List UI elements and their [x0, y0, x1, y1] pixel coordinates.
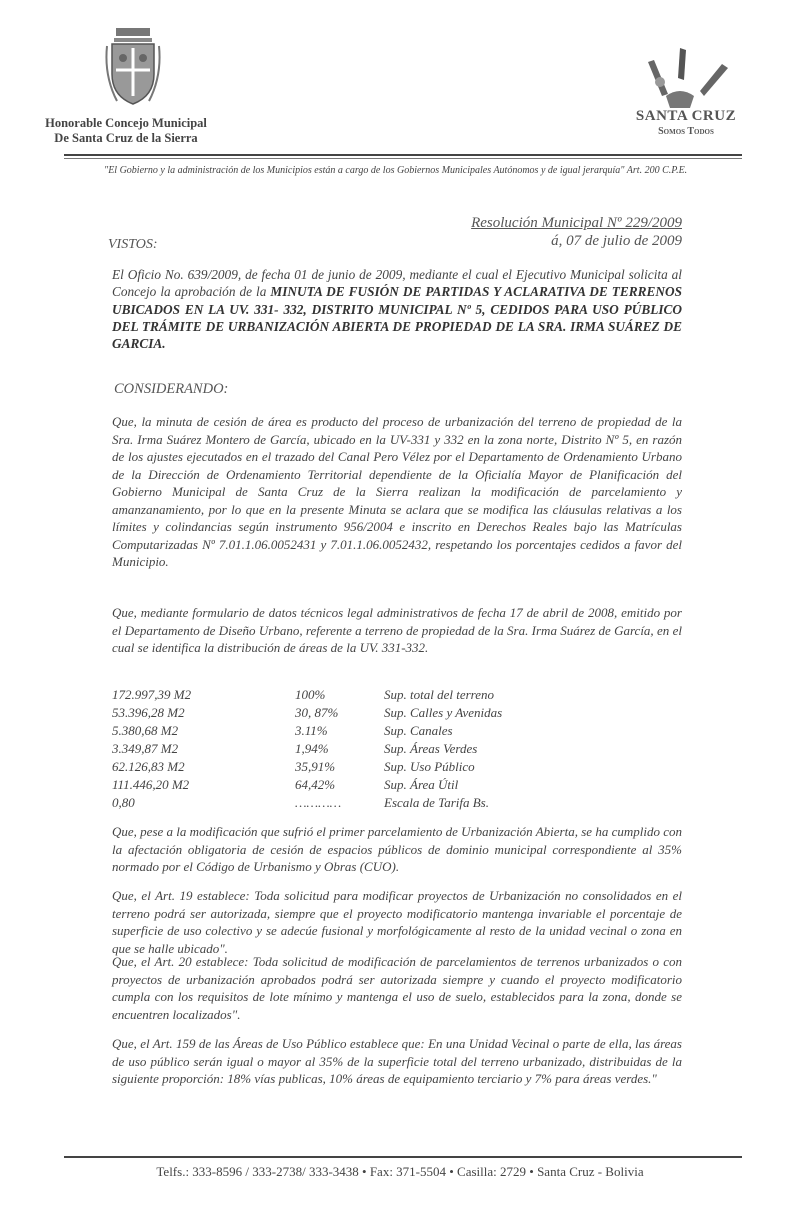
area-percent: …………: [295, 795, 342, 810]
header-divider-thin: [64, 158, 742, 159]
resolution-header: [471, 214, 682, 250]
logo-subtitle: Somos Todos: [658, 126, 714, 137]
vistos-paragraph: [112, 266, 682, 352]
institution-name: [36, 116, 216, 146]
table-row: [112, 741, 582, 759]
considerando-paragraph-5: Que, el Art. 20 establece: Toda solicitud de modificación de parcelamientos de terrenos urbanizados o con proyectos de urbanización aprobados podrá ser autorizada siempre y cuando el proyecto modificatorio cumpla con los requisitos de lote mínimo y mantenga el uso de suelo, establecidos para la zona, donde se encuentren localizados".: [112, 954, 682, 1022]
area-description: Sup. Áreas Verdes: [384, 741, 478, 756]
header-divider: [64, 154, 742, 156]
area-value: 53.396,28 M2: [112, 705, 185, 720]
area-value: 5.380,68 M2: [112, 723, 179, 738]
considerando-paragraph-6: Que, el Art. 159 de las Áreas de Uso Público establece que: En una Unidad Vecinal o parte de ella, las áreas de uso público serán igual o mayor al 35% de la superficie total del terreno urbanizado, distribuidas de la siguiente proporción: 18% vías publicas, 10% áreas de equipamiento terciario y 7% para áreas verdes.": [112, 1036, 682, 1086]
area-value: 3.349,87 M2: [112, 741, 179, 756]
resolution-title: Resolución Municipal Nº 229/2009: [471, 215, 682, 231]
table-row: [112, 687, 582, 705]
area-percent: 1,94%: [295, 741, 329, 756]
table-row: [112, 795, 582, 813]
considerando-paragraph-1: Que, la minuta de cesión de área es producto del proceso de urbanización del terreno de propiedad de la Sra. Irma Suárez Montero de García, ubicado en la UV-331 y 332 en la zona norte, Distrito Nº 5, en razón de los ajustes ejecutados en el trazado del Canal Pero Vélez por el Departamento de Ordenamiento Urbano de la Dirección de Ordenamiento Territorial dependiente de la Oficialía Mayor de Planificación del Gobierno Municipal de Santa Cruz de la Sierra realizan la modificación de parcelamiento y amanzanamiento, por lo que en la presente Minuta se aclara que se modifica las cláusulas relativas a los límites y colindancias según instrumento 956/2004 e inscrito en Derechos Reales bajo las Matrículas Computarizadas Nº 7.01.1.06.0052431 y 7.01.1.06.0052432, respetando los porcentajes cedidos a favor del Municipio.: [112, 414, 682, 569]
vistos-bold-text: MINUTA DE FUSIÓN DE PARTIDAS Y ACLARATIVA DE TERRENOS UBICADOS EN LA UV. 331- 332, DISTRITO MUNICIPAL Nº 5, CEDIDOS PARA USO PÚBLICO DEL TRÁMITE DE URBANIZACIÓN ABIERTA DE PROPIEDAD DE LA SRA. IRMA SUÁREZ DE GARCIA.: [112, 284, 682, 352]
area-percent: 35,91%: [295, 759, 336, 774]
footer-contact: Telfs.: 333-8596 / 333-2738/ 333-3438 • Fax: 371-5504 • Casilla: 2729 • Santa Cruz - Bolivia: [156, 1164, 644, 1179]
area-description: Sup. Calles y Avenidas: [384, 705, 503, 720]
resolution-date: á, 07 de julio de 2009: [551, 233, 682, 249]
vistos-text: El Oficio No. 639/2009, de fecha 01 de junio de 2009, mediante el cual el Ejecutivo Municipal solicita al Concejo la aprobación de la: [112, 267, 682, 300]
area-description: Escala de Tarifa Bs.: [384, 795, 489, 810]
considerando-paragraph-3: Que, pese a la modificación que sufrió el primer parcelamiento de Urbanización Abierta, se ha cumplido con la afectación obligatoria de cesión de espacios públicos de dominio municipal correspondiente al 35% normado por el Código de Urbanismo y Obras (CUO).: [112, 824, 682, 874]
area-description: Sup. Canales: [384, 723, 453, 738]
area-value: 0,80: [112, 795, 135, 810]
area-value: 111.446,20 M2: [112, 777, 190, 792]
constitution-quote: "El Gobierno y la administración de los Municipios están a cargo de los Gobiernos Municipales Autónomos y de igual jerarquía" Art. 200 C.P.E.: [104, 165, 688, 176]
institution-line-2: De Santa Cruz de la Sierra: [54, 131, 198, 145]
logo-title: SANTA CRUZ: [635, 108, 737, 124]
coat-of-arms-icon: [104, 26, 162, 116]
area-value: 172.997,39 M2: [112, 687, 192, 702]
area-description: Sup. Área Útil: [384, 777, 459, 792]
area-description: Sup. total del terreno: [384, 687, 495, 702]
considerando-paragraph-4: Que, el Art. 19 establece: Toda solicitud para modificar proyectos de Urbanización no consolidados en el terreno podrá ser autorizada, siempre que el proyecto modificatorio mantenga invariable el porcentaje de superficie de uso colectivo y se adecúe fusional y morfológicamente al resto de la unidad vecinal o zona en que se halle ubicado".: [112, 888, 682, 956]
vistos-heading: VISTOS:: [108, 237, 158, 252]
area-value: 62.126,83 M2: [112, 759, 185, 774]
considerando-heading: CONSIDERANDO:: [114, 381, 229, 397]
institution-line-1: Honorable Concejo Municipal: [45, 116, 207, 130]
area-distribution-table: [112, 687, 582, 813]
footer-divider: [64, 1156, 742, 1158]
table-row: [112, 759, 582, 777]
area-percent: 64,42%: [295, 777, 336, 792]
considerando-paragraph-2: Que, mediante formulario de datos técnicos legal administrativos de fecha 17 de abril de 2008, emitido por el Departamento de Diseño Urbano, referente a terreno de propiedad de la Sra. Irma Suárez de García, en el cual se identifica la distribución de áreas de la UV. 331-332.: [112, 605, 682, 655]
area-percent: 3.11%: [295, 723, 328, 738]
area-description: Sup. Uso Público: [384, 759, 475, 774]
table-row: [112, 705, 582, 723]
table-row: [112, 777, 582, 795]
table-row: [112, 723, 582, 741]
area-percent: 100%: [295, 687, 326, 702]
area-percent: 30, 87%: [295, 705, 339, 720]
